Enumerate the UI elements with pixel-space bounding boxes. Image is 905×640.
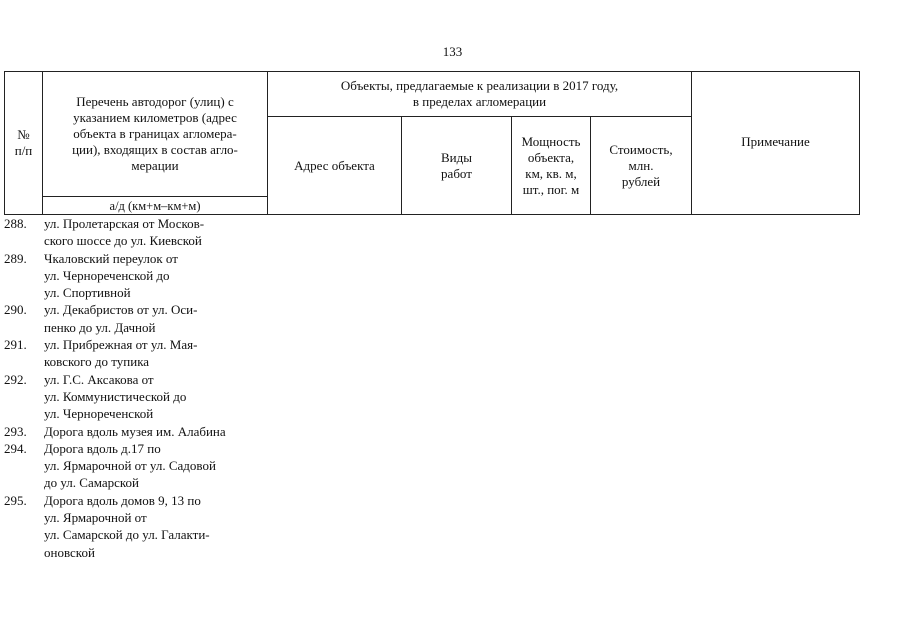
header-works: Виды работ	[402, 117, 512, 215]
header-note: Примечание	[692, 72, 860, 215]
header-num: № п/п	[5, 72, 43, 215]
row-text: ул. Г.С. Аксакова от ул. Коммунистической до ул. Чернореченской	[44, 371, 187, 422]
row-text: Дорога вдоль музея им. Алабина	[44, 423, 226, 439]
row-number: 294.	[4, 440, 27, 456]
row-number: 291.	[4, 337, 27, 353]
table-row	[4, 423, 304, 440]
table-row	[4, 440, 304, 492]
table-row	[4, 371, 304, 423]
table-row	[4, 492, 304, 561]
row-text: ул. Прибрежная от ул. Мая- ковского до тупика	[44, 337, 198, 370]
row-text: ул. Декабристов от ул. Оси- пенко до ул. Дачной	[44, 302, 198, 335]
row-number: 293.	[4, 423, 27, 439]
table-row	[4, 336, 304, 371]
page-number: 133	[442, 44, 463, 59]
table-row	[4, 215, 304, 250]
row-text: Чкаловский переулок от ул. Чернореченской до ул. Спортивной	[44, 250, 178, 301]
header-cost: Стоимость, млн. рублей	[591, 117, 692, 215]
header-table	[4, 71, 860, 215]
header-capacity: Мощность объекта, км, кв. м, шт., пог. м	[512, 117, 591, 215]
row-number: 289.	[4, 250, 27, 266]
row-number: 288.	[4, 216, 27, 231]
row-text: Дорога вдоль д.17 по ул. Ярмарочной от ул. Садовой до ул. Самарской	[44, 440, 216, 491]
header-roads: Перечень автодорог (улиц) с указанием километров (адрес объекта в границах агломера- ции), входящих в состав агло- мерации	[43, 72, 268, 197]
row-text: Дорога вдоль домов 9, 13 по ул. Ярмарочной от ул. Самарской до ул. Галакти- оновской	[44, 492, 210, 560]
table-row	[4, 301, 304, 336]
row-number: 292.	[4, 371, 27, 387]
header-address: Адрес объекта	[268, 117, 402, 215]
row-number: 295.	[4, 492, 27, 508]
row-text: ул. Пролетарская от Москов- ского шоссе до ул. Киевской	[44, 216, 205, 249]
table-row	[4, 250, 304, 302]
road-list	[4, 215, 304, 561]
header-objects: Объекты, предлагаемые к реализации в 2017 году, в пределах агломерации	[268, 72, 692, 117]
header-roads-unit: а/д (км+м–км+м)	[43, 197, 268, 215]
row-number: 290.	[4, 302, 27, 318]
